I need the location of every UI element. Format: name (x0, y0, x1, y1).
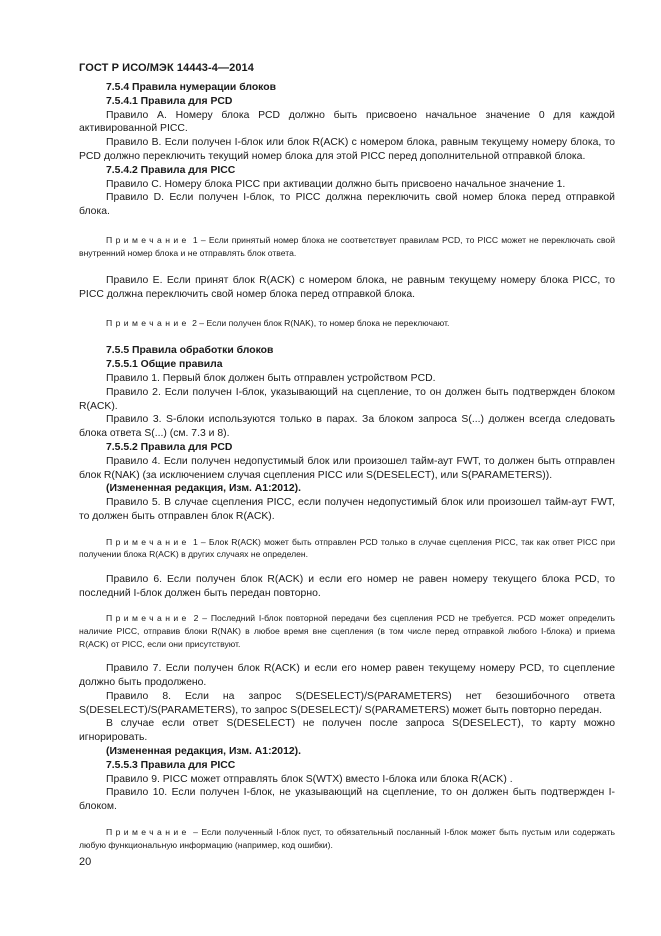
note-text: 1 – Если принятый номер блока не соответствует правилам PCD, то PICC может не переключать свой внутренний номер блока и не отправлять блок ответа. (79, 234, 615, 258)
subsection-heading-7-5-5-1: 7.5.5.1 Общие правила (106, 359, 223, 371)
rule-3: Правило 3. S-блоки используются только в парах. За блоком запроса S(...) должен всегда следовать блока ответа S(...) (см. 7.3 и 8). (79, 414, 615, 440)
note-text: 2 – Последний I-блок повторной передачи без сцепления PCD не требуется. PCD может определить наличие PICC, отправив блоки R(NAK) в любое время вне сцепления (в том числе перед отправкой любого I-блока) и приема R(ACK) от PICC, если они присутствуют. (79, 613, 615, 649)
rule-e: Правило Е. Если принят блок R(ACK) с номером блока, не равным текущему номеру блока PICC, то PICC должна переключить свой номер блока перед отправкой блока. (79, 275, 615, 300)
subsection-heading-7-5-5-3: 7.5.5.3 Правила для PICC (106, 759, 236, 771)
note-text: 2 – Если получен блок R(NAK), то номер блока не переключают. (189, 317, 450, 328)
rule-4: Правило 4. Если получен недопустимый блок или произошел тайм-аут FWT, то должен быть отправлен блок R(NAK) (за исключением случая сцепления PICC или S(DESELECT), или S(PARAMETERS)). (79, 455, 615, 481)
rule-d: Правило D. Если получен I-блок, то PICC должна переключить свой номер блока перед отправкой блока. (79, 192, 615, 218)
note-755-3 (79, 826, 615, 851)
note-label: Примечание (106, 613, 190, 624)
rule-1: Правило 1. Первый блок должен быть отправлен устройством PCD. (106, 372, 436, 384)
note-text: – Если полученный I-блок пуст, то обязательный посланный I-блок может быть пустым или содержать любую функциональную информацию (например, код ошибки). (79, 827, 615, 850)
rule-2: Правило 2. Если получен I-блок, указывающий на сцепление, то он должен быть подтвержден блоком R(ACK). (79, 386, 615, 412)
rule-8: Правило 8. Если на запрос S(DESELECT)/S(PARAMETERS) нет безошибочного ответа S(DESELECT)/S(PARAMETERS), то запрос S(DESELECT)/ S(PARAMETERS) может быть повторно передан. (79, 690, 615, 716)
subsection-heading-7-5-4-1: 7.5.4.1 Правила для PCD (106, 95, 233, 107)
section-heading-7-5-4: 7.5.4 Правила нумерации блоков (106, 82, 276, 93)
page-header-standard-id: ГОСТ Р ИСО/МЭК 14443-4—2014 (79, 62, 254, 74)
note-755-1 (79, 536, 615, 561)
subsection-heading-7-5-5-2: 7.5.5.2 Правила для PCD (106, 441, 233, 453)
note-label: Примечание (106, 234, 190, 245)
amendment-note-1: (Измененная редакция, Изм. А1:2012). (106, 483, 301, 495)
rule-5: Правило 5. В случае сцепления PICC, если получен недопустимый блок или произошел тайм-аут FWT, то должен быть отправлен блок R(ACK). (79, 497, 615, 522)
rule-7: Правило 7. Если получен блок R(ACK) и если его номер равен текущему номеру PCD, то сцепление должно быть продолжено. (79, 663, 615, 689)
subsection-heading-7-5-4-2: 7.5.4.2 Правила для PICC (106, 164, 236, 176)
section-heading-7-5-5: 7.5.5 Правила обработки блоков (106, 345, 274, 357)
amendment-note-2: (Измененная редакция, Изм. А1:2012). (106, 746, 301, 758)
body-text (79, 81, 615, 851)
rule-8-continuation: В случае если ответ S(DESELECT) не получен после запроса S(DESELECT), то карту можно игнорировать. (79, 718, 615, 744)
note-754-1 (79, 234, 615, 259)
note-label: Примечание (106, 827, 190, 838)
note-label: Примечание (106, 317, 190, 328)
rule-9: Правило 9. PICC может отправлять блок S(WTX) вместо I-блока или блока R(ACK) . (106, 773, 513, 785)
rule-b: Правило В. Если получен I-блок или блок R(ACK) с номером блока, равным текущему номеру блока, то PCD должно переключить текущий номер блока для этой PICC перед дополнительной отправкой блока. (79, 137, 615, 162)
note-label: Примечание (106, 536, 190, 547)
note-754-2 (79, 317, 615, 330)
note-755-2 (79, 612, 615, 650)
rule-10: Правило 10. Если получен I-блок, не указывающий на сцепление, то он должен быть подтвержден I-блоком. (79, 787, 615, 813)
page-number: 20 (79, 856, 92, 868)
rule-6: Правило 6. Если получен блок R(ACK) и если его номер не равен номеру текущего блока PCD, то последний I-блок должен быть передан повторно. (79, 573, 615, 599)
rule-a: Правило А. Номеру блока PCD должно быть присвоено начальное значение 0 для каждой активированной PICC. (79, 109, 615, 135)
rule-c: Правило С. Номеру блока PICC при активации должно быть присвоено начальное значение 1. (106, 178, 566, 190)
note-text: 1 – Блок R(ACK) может быть отправлен PCD только в случае сцепления PICC, так как ответ PICC при получении блока R(ACK) в других случаях не определен. (79, 536, 615, 560)
